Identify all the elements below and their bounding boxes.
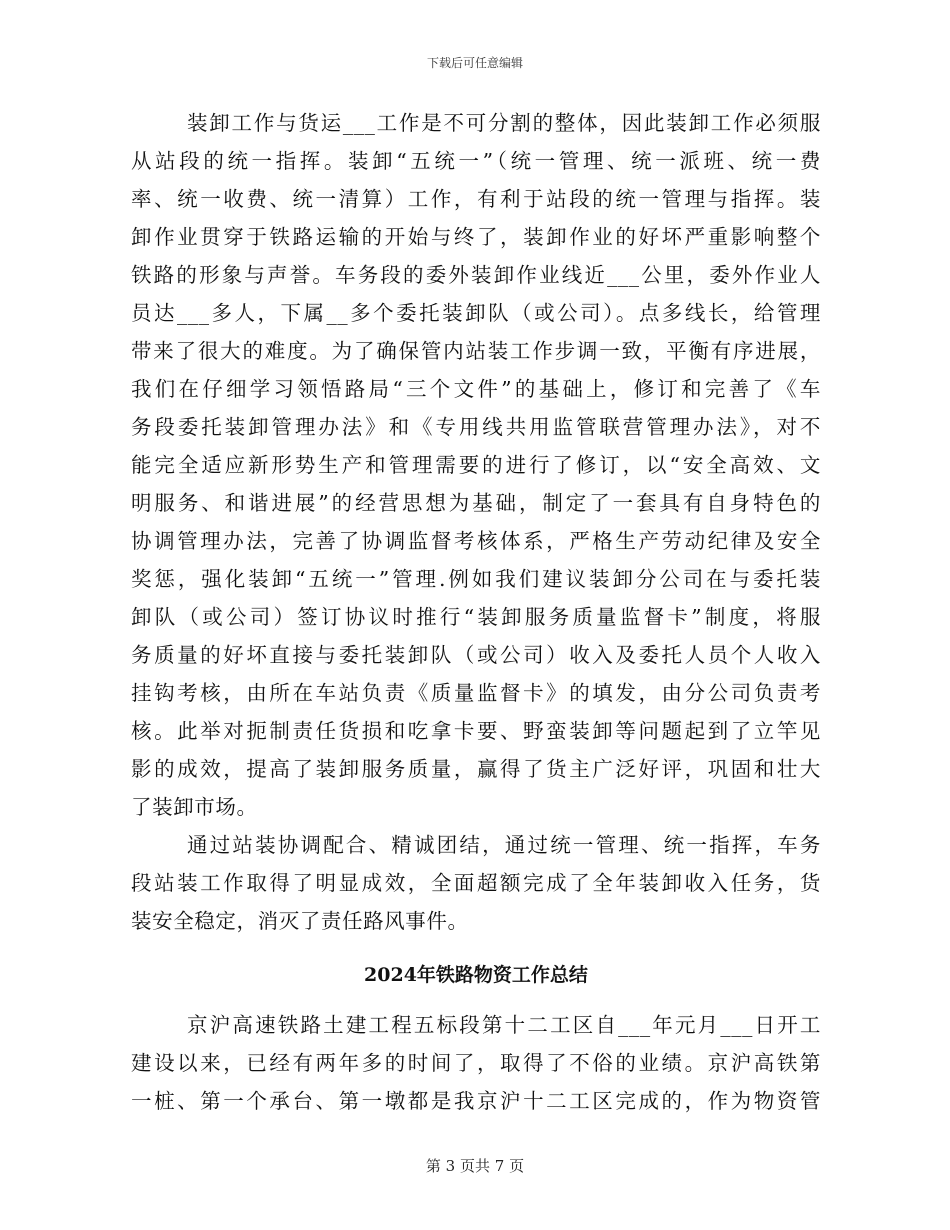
text-line: 带来了很大的难度。为了确保管内站装工作步调一致，平衡有序进展， [131,339,821,363]
text-line: 通过站装协调配合、精诚团结，通过统一管理、统一指挥，车务 [187,833,821,857]
text-line: 核。此举对扼制责任货损和吃拿卡要、野蛮装卸等问题起到了立竿见 [131,719,821,743]
section1-paragraph-1 [131,104,821,826]
page-header: 下载后可任意编辑 [426,56,523,70]
text-line: 挂钩考核，由所在车站负责《质量监督卡》的填发，由分公司负责考 [131,681,821,705]
text-line: 一桩、第一个承台、第一墩都是我京沪十二工区完成的，作为物资管 [131,1089,821,1113]
page-footer: 第 3 页共 7 页 [425,1157,525,1175]
text-line: 率、统一收费、统一清算）工作，有利于站段的统一管理与指挥。装 [131,187,821,211]
text-line: 了装卸市场。 [131,795,258,819]
text-line: 京沪高速铁路土建工程五标段第十二工区自___年元月___日开工 [187,1013,821,1037]
text-line: 铁路的形象与声誉。车务段的委外装卸作业线近___公里，委外作业人 [131,263,821,287]
text-line: 影的成效，提高了装卸服务质量，赢得了货主广泛好评，巩固和壮大 [131,757,821,781]
text-line: 建设以来，已经有两年多的时间了，取得了不俗的业绩。京沪高铁第 [131,1051,821,1075]
text-line: 装安全稳定，消灭了责任路风事件。 [131,909,469,933]
text-line: 我们在仔细学习领悟路局“三个文件”的基础上，修订和完善了《车 [131,377,821,401]
text-line: 卸队（或公司）签订协议时推行“装卸服务质量监督卡”制度，将服 [131,605,821,629]
text-line: 明服务、和谐进展”的经营思想为基础，制定了一套具有自身特色的 [131,491,821,515]
text-line: 段站装工作取得了明显成效，全面超额完成了全年装卸收入任务，货 [131,871,821,895]
text-line: 能完全适应新形势生产和管理需要的进行了修订，以“安全高效、文 [131,453,821,477]
text-line: 奖惩，强化装卸“五统一”管理.例如我们建议装卸分公司在与委托装 [131,567,821,591]
text-line: 协调管理办法，完善了协调监督考核体系，严格生产劳动纪律及安全 [131,529,821,553]
section-title: 2024年铁路物资工作总结 [364,964,588,986]
text-line: 务段委托装卸管理办法》和《专用线共用监管联营管理办法》，对不 [131,415,821,439]
text-line: 员达___多人，下属__多个委托装卸队（或公司）。点多线长，给管理 [131,301,821,325]
document-body [131,104,821,1120]
section1-paragraph-2 [131,826,821,940]
text-line: 从站段的统一指挥。装卸“五统一”（统一管理、统一派班、统一费 [131,149,821,173]
section2-paragraph-1 [131,1006,821,1120]
text-line: 务质量的好坏直接与委托装卸队（或公司）收入及委托人员个人收入 [131,643,821,667]
text-line: 卸作业贯穿于铁路运输的开始与终了，装卸作业的好坏严重影响整个 [131,225,821,249]
text-line: 装卸工作与货运___工作是不可分割的整体，因此装卸工作必须服 [187,111,821,135]
